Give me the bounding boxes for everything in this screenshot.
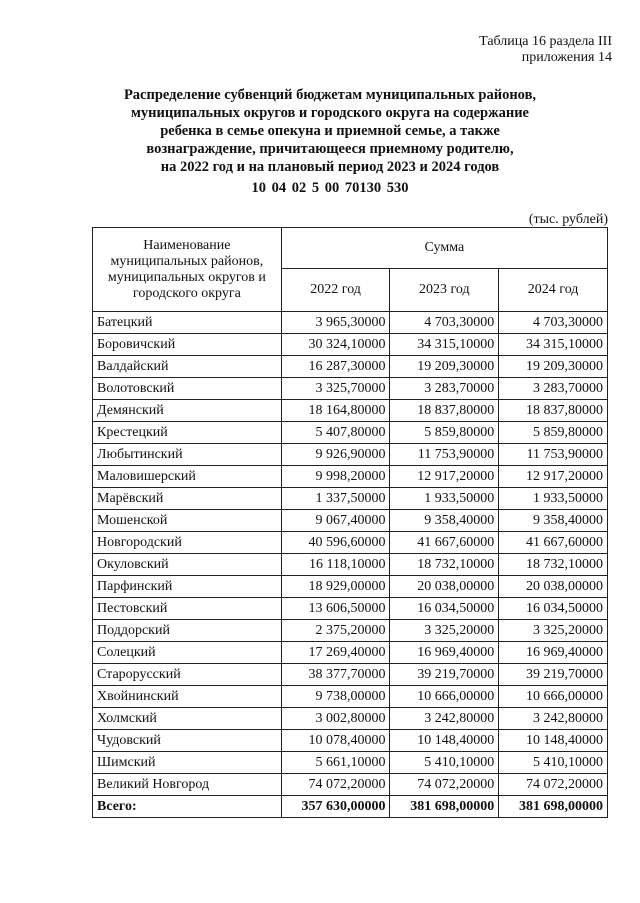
district-name: Волотовский [93, 378, 282, 400]
table-row [93, 554, 608, 576]
table-row [93, 664, 608, 686]
table-reference-line-1: Таблица 16 раздела III [479, 34, 612, 49]
value-2023: 12 917,20000 [390, 466, 499, 488]
value-2022: 3 965,30000 [281, 312, 390, 334]
value-2022: 17 269,40000 [281, 642, 390, 664]
value-2024: 3 283,70000 [499, 378, 608, 400]
title-line-1: Распределение субвенций бюджетам муниципальных районов, [123, 87, 537, 103]
value-2022: 10 078,40000 [281, 730, 390, 752]
table-row [93, 378, 608, 400]
district-name: Пестовский [93, 598, 282, 620]
column-header-name: Наименование муниципальных районов, муниципальных округов и городского округа [93, 228, 282, 312]
column-header-2022: 2022 год [281, 269, 390, 312]
value-2024: 12 917,20000 [499, 466, 608, 488]
table-row [93, 620, 608, 642]
value-2022: 3 325,70000 [281, 378, 390, 400]
value-2023: 1 933,50000 [390, 488, 499, 510]
value-2024: 4 703,30000 [499, 312, 608, 334]
table-row [93, 576, 608, 598]
value-2022: 9 998,20000 [281, 466, 390, 488]
table-row [93, 532, 608, 554]
table-row [93, 774, 608, 796]
title-line-4: вознаграждение, причитающееся приемному родителю, [146, 141, 514, 157]
table-row [93, 356, 608, 378]
value-2023: 4 703,30000 [390, 312, 499, 334]
district-name: Хвойнинский [93, 686, 282, 708]
district-name: Мошенской [93, 510, 282, 532]
district-name: Валдайский [93, 356, 282, 378]
value-2023: 5 859,80000 [390, 422, 499, 444]
value-2023: 39 219,70000 [390, 664, 499, 686]
district-name: Батецкий [93, 312, 282, 334]
units-label: (тыс. рублей) [528, 212, 608, 227]
value-2023: 19 209,30000 [390, 356, 499, 378]
value-2023: 5 410,10000 [390, 752, 499, 774]
value-2022: 38 377,70000 [281, 664, 390, 686]
table-reference-line-2: приложения 14 [521, 50, 612, 65]
value-2024: 10 666,00000 [499, 686, 608, 708]
value-2024: 41 667,60000 [499, 532, 608, 554]
value-2024: 18 732,10000 [499, 554, 608, 576]
value-2024: 5 410,10000 [499, 752, 608, 774]
value-2024: 18 837,80000 [499, 400, 608, 422]
value-2024: 3 242,80000 [499, 708, 608, 730]
value-2024: 11 753,90000 [499, 444, 608, 466]
value-2024: 20 038,00000 [499, 576, 608, 598]
value-2022: 9 067,40000 [281, 510, 390, 532]
table-row [93, 598, 608, 620]
total-row [93, 796, 608, 818]
value-2024: 5 859,80000 [499, 422, 608, 444]
value-2022: 3 002,80000 [281, 708, 390, 730]
value-2024: 1 933,50000 [499, 488, 608, 510]
table-row [93, 400, 608, 422]
column-header-2023: 2023 год [390, 269, 499, 312]
table-row [93, 488, 608, 510]
value-2022: 9 738,00000 [281, 686, 390, 708]
value-2023: 3 283,70000 [390, 378, 499, 400]
table-reference [479, 34, 612, 66]
column-header-sum: Сумма [281, 228, 607, 269]
value-2022: 18 929,00000 [281, 576, 390, 598]
district-name: Любытинский [93, 444, 282, 466]
value-2022: 16 287,30000 [281, 356, 390, 378]
value-2024: 16 034,50000 [499, 598, 608, 620]
value-2024: 19 209,30000 [499, 356, 608, 378]
value-2022: 9 926,90000 [281, 444, 390, 466]
title-line-5: на 2022 год и на плановый период 2023 и 2024 годов [160, 159, 500, 175]
table-row [93, 466, 608, 488]
table-row [93, 730, 608, 752]
value-2024: 74 072,20000 [499, 774, 608, 796]
value-2024: 34 315,10000 [499, 334, 608, 356]
district-name: Марёвский [93, 488, 282, 510]
value-2023: 41 667,60000 [390, 532, 499, 554]
district-name: Новгородский [93, 532, 282, 554]
title-line-3: ребенка в семье опекуна и приемной семье, а также [160, 123, 500, 139]
document-title [90, 86, 570, 176]
district-name: Крестецкий [93, 422, 282, 444]
district-name: Окуловский [93, 554, 282, 576]
budget-code: 10 04 02 5 00 70130 530 [251, 180, 409, 196]
district-name: Маловишерский [93, 466, 282, 488]
value-2024: 39 219,70000 [499, 664, 608, 686]
value-2023: 3 325,20000 [390, 620, 499, 642]
value-2024: 3 325,20000 [499, 620, 608, 642]
district-name: Холмский [93, 708, 282, 730]
value-2022: 5 661,10000 [281, 752, 390, 774]
table-row [93, 686, 608, 708]
total-2022: 357 630,00000 [281, 796, 390, 818]
value-2023: 18 732,10000 [390, 554, 499, 576]
value-2023: 10 666,00000 [390, 686, 499, 708]
value-2022: 5 407,80000 [281, 422, 390, 444]
value-2023: 3 242,80000 [390, 708, 499, 730]
table-row [93, 708, 608, 730]
column-header-2024: 2024 год [499, 269, 608, 312]
value-2022: 40 596,60000 [281, 532, 390, 554]
title-line-2: муниципальных округов и городского округа на содержание [131, 105, 529, 121]
district-name: Солецкий [93, 642, 282, 664]
value-2022: 13 606,50000 [281, 598, 390, 620]
table-row [93, 752, 608, 774]
value-2022: 74 072,20000 [281, 774, 390, 796]
total-2024: 381 698,00000 [499, 796, 608, 818]
total-label: Всего: [93, 796, 282, 818]
value-2023: 20 038,00000 [390, 576, 499, 598]
district-name: Боровичский [93, 334, 282, 356]
value-2023: 11 753,90000 [390, 444, 499, 466]
district-name: Парфинский [93, 576, 282, 598]
value-2022: 1 337,50000 [281, 488, 390, 510]
district-name: Шимский [93, 752, 282, 774]
table-row [93, 422, 608, 444]
value-2023: 16 034,50000 [390, 598, 499, 620]
total-2023: 381 698,00000 [390, 796, 499, 818]
value-2024: 16 969,40000 [499, 642, 608, 664]
district-name: Поддорский [93, 620, 282, 642]
value-2023: 18 837,80000 [390, 400, 499, 422]
value-2023: 16 969,40000 [390, 642, 499, 664]
value-2022: 2 375,20000 [281, 620, 390, 642]
district-name: Чудовский [93, 730, 282, 752]
table-row [93, 444, 608, 466]
value-2023: 10 148,40000 [390, 730, 499, 752]
value-2024: 9 358,40000 [499, 510, 608, 532]
table-row [93, 510, 608, 532]
value-2022: 16 118,10000 [281, 554, 390, 576]
district-name: Великий Новгород [93, 774, 282, 796]
value-2023: 9 358,40000 [390, 510, 499, 532]
table-row [93, 334, 608, 356]
district-name: Демянский [93, 400, 282, 422]
value-2024: 10 148,40000 [499, 730, 608, 752]
value-2023: 34 315,10000 [390, 334, 499, 356]
district-name: Старорусский [93, 664, 282, 686]
value-2023: 74 072,20000 [390, 774, 499, 796]
value-2022: 18 164,80000 [281, 400, 390, 422]
table-row [93, 642, 608, 664]
subvention-table [92, 227, 608, 818]
table-row [93, 312, 608, 334]
value-2022: 30 324,10000 [281, 334, 390, 356]
